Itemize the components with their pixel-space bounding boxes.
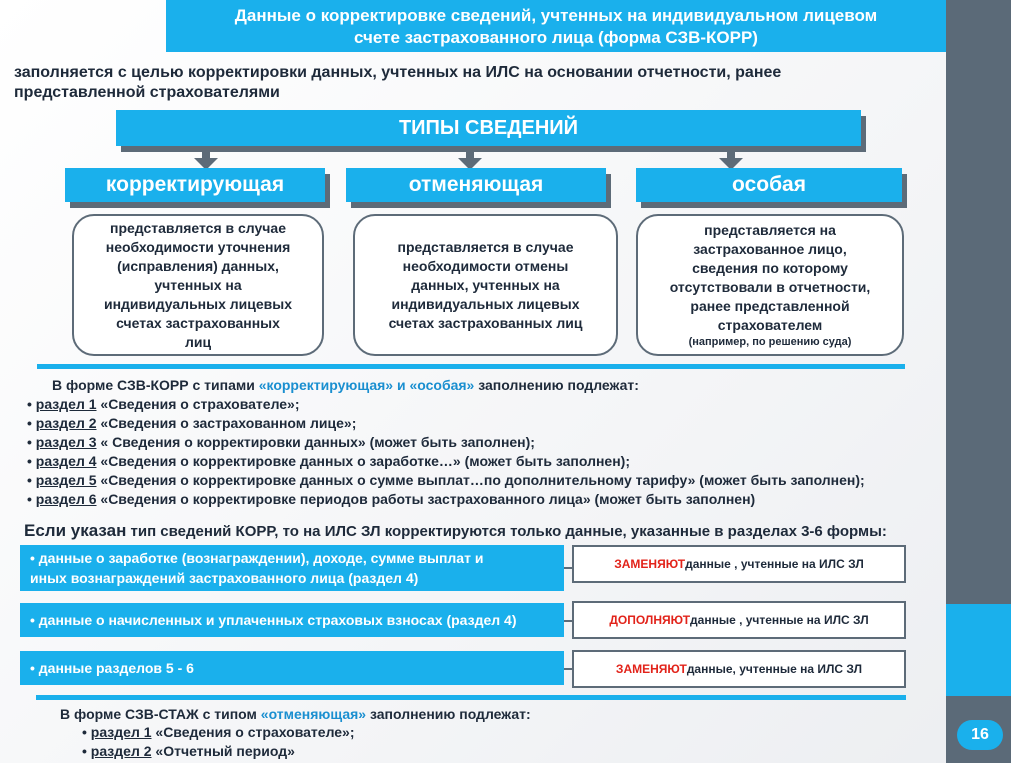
desc-line: отсутствовали в отчетности, (669, 279, 871, 295)
korr-paragraph (52, 377, 639, 393)
desc-line: индивидуальных лицевых (391, 295, 580, 312)
list-item: • раздел 6 «Сведения о корректировке периодов работы застрахованного лица» (может быть заполнен) (27, 491, 756, 507)
desc-box-osobaya (636, 214, 904, 356)
section-name: раздел 1 (90, 724, 152, 740)
desc-line: (исправления) данных, (117, 257, 279, 274)
desc-line: учтенных на (154, 276, 242, 293)
if-line-emphasis: Если указан (24, 521, 127, 540)
result-zamenyayut-1 (572, 545, 906, 583)
stazh-para-highlight: «отменяющая» (260, 706, 367, 722)
section-name: раздел 2 (90, 743, 152, 759)
section-text: «Отчетный период» (151, 743, 295, 759)
types-header: ТИПЫ СВЕДЕНИЙ (116, 110, 861, 146)
desc-line: счетах застрахованных лиц (388, 314, 583, 331)
desc-line: необходимости уточнения (105, 238, 291, 255)
desc-line: застрахованное лицо, (693, 241, 847, 257)
intro-text (14, 63, 944, 103)
list-item: • раздел 2 «Сведения о застрахованном лице»; (27, 415, 357, 431)
result-text: данные , учтенные на ИЛС ЗЛ (690, 613, 869, 627)
section-name: раздел 4 (35, 453, 97, 469)
section-name: раздел 3 (35, 434, 97, 450)
desc-note: (например, по решению суда) (688, 336, 852, 348)
type-otmenyayushchaya: отменяющая (346, 168, 606, 202)
result-text: данные, учтенные на ИЛС ЗЛ (686, 662, 863, 676)
item-zarabotok (20, 545, 564, 591)
desc-line: страхователем (717, 317, 823, 333)
desc-line: представляется в случае (109, 219, 286, 236)
type-osobaya: особая (636, 168, 902, 202)
if-korr-line (24, 521, 887, 541)
intro-line2: представленной страхователями (14, 84, 280, 101)
section-name: раздел 1 (35, 396, 97, 412)
separator-2 (36, 695, 906, 700)
result-verb: ДОПОЛНЯЮТ (609, 613, 691, 627)
desc-line: сведения по которому (692, 260, 848, 276)
section-text: «Сведения о страхователе»; (96, 396, 300, 412)
korr-sections-list (27, 395, 865, 509)
section-text: «Сведения о корректировке данных о сумме выплат…по дополнительному тарифу» (может быть заполнен); (96, 472, 865, 488)
right-decor-accent (946, 604, 1011, 696)
page-number: 16 (957, 720, 1003, 750)
section-name: раздел 6 (35, 491, 97, 507)
result-zamenyayut-2 (572, 650, 906, 688)
section-text: «Сведения о застрахованном лице»; (96, 415, 357, 431)
list-item: • раздел 3 « Сведения о корректировки данных» (может быть заполнен); (27, 434, 535, 450)
korr-para-prefix: В форме СЗВ-КОРР с типами (52, 377, 259, 393)
desc-line: счетах застрахованных (116, 314, 280, 331)
result-verb: ЗАМЕНЯЮТ (615, 662, 687, 676)
desc-line: необходимости отмены (402, 257, 569, 274)
type-korrektiruyushchaya: корректирующая (65, 168, 325, 202)
if-line-rest: тип сведений КОРР, то на ИЛС ЗЛ корректируются только данные, указанные в разделах 3-6 формы: (126, 523, 887, 540)
list-item: • раздел 2 «Отчетный период» (82, 743, 295, 759)
result-dopolnyayut (572, 601, 906, 639)
intro-line1: заполняется с целью корректировки данных, учтенных на ИЛС на основании отчетности, ранее (14, 64, 782, 81)
slide-title (166, 0, 946, 52)
korr-para-highlight: «корректирующая» и «особая» (258, 377, 475, 393)
stazh-para-prefix: В форме СЗВ-СТАЖ с типом (60, 706, 261, 722)
result-verb: ЗАМЕНЯЮТ (614, 557, 686, 571)
section-name: раздел 5 (35, 472, 97, 488)
desc-line: лиц (184, 333, 212, 350)
desc-line: индивидуальных лицевых (103, 295, 293, 312)
item-vznosy: • данные о начисленных и уплаченных страховых взносах (раздел 4) (20, 603, 564, 637)
item-line1: • данные о заработке (вознаграждении), доходе, сумме выплат и (30, 550, 484, 566)
list-item: • раздел 4 «Сведения о корректировке данных о заработке…» (может быть заполнен); (27, 453, 630, 469)
stazh-sections-list (82, 723, 355, 761)
separator-1 (37, 364, 905, 369)
section-text: «Сведения о корректировке периодов работы застрахованного лица» (может быть заполнен) (96, 491, 756, 507)
desc-box-otmena (353, 214, 618, 356)
stazh-para-suffix: заполнению подлежат: (366, 706, 531, 722)
desc-line: данных, учтенных на (411, 276, 560, 293)
slide-title-line1: Данные о корректировке сведений, учтенных на индивидуальном лицевом (234, 6, 878, 25)
stazh-paragraph (60, 706, 531, 722)
list-item: • раздел 1 «Сведения о страхователе»; (27, 396, 300, 412)
item-razdely-5-6: • данные разделов 5 - 6 (20, 651, 564, 685)
desc-line: представляется на (704, 222, 836, 238)
desc-line: ранее представленной (690, 298, 850, 314)
section-text: «Сведения о страхователе»; (151, 724, 355, 740)
korr-para-suffix: заполнению подлежат: (474, 377, 639, 393)
list-item: • раздел 1 «Сведения о страхователе»; (82, 724, 355, 740)
desc-line: представляется в случае (397, 238, 574, 255)
desc-box-korr (72, 214, 324, 356)
result-text: данные , учтенные на ИЛС ЗЛ (685, 557, 864, 571)
section-text: «Сведения о корректировке данных о заработке…» (может быть заполнен); (96, 453, 630, 469)
section-text: « Сведения о корректировки данных» (может быть заполнен); (96, 434, 535, 450)
item-line2: иных вознаграждений застрахованного лица (раздел 4) (30, 570, 419, 586)
slide-title-line2: счете застрахованного лица (форма СЗВ-КОРР) (354, 28, 758, 47)
section-name: раздел 2 (35, 415, 97, 431)
list-item: • раздел 5 «Сведения о корректировке данных о сумме выплат…по дополнительному тарифу» (может быть заполнен); (27, 472, 865, 488)
